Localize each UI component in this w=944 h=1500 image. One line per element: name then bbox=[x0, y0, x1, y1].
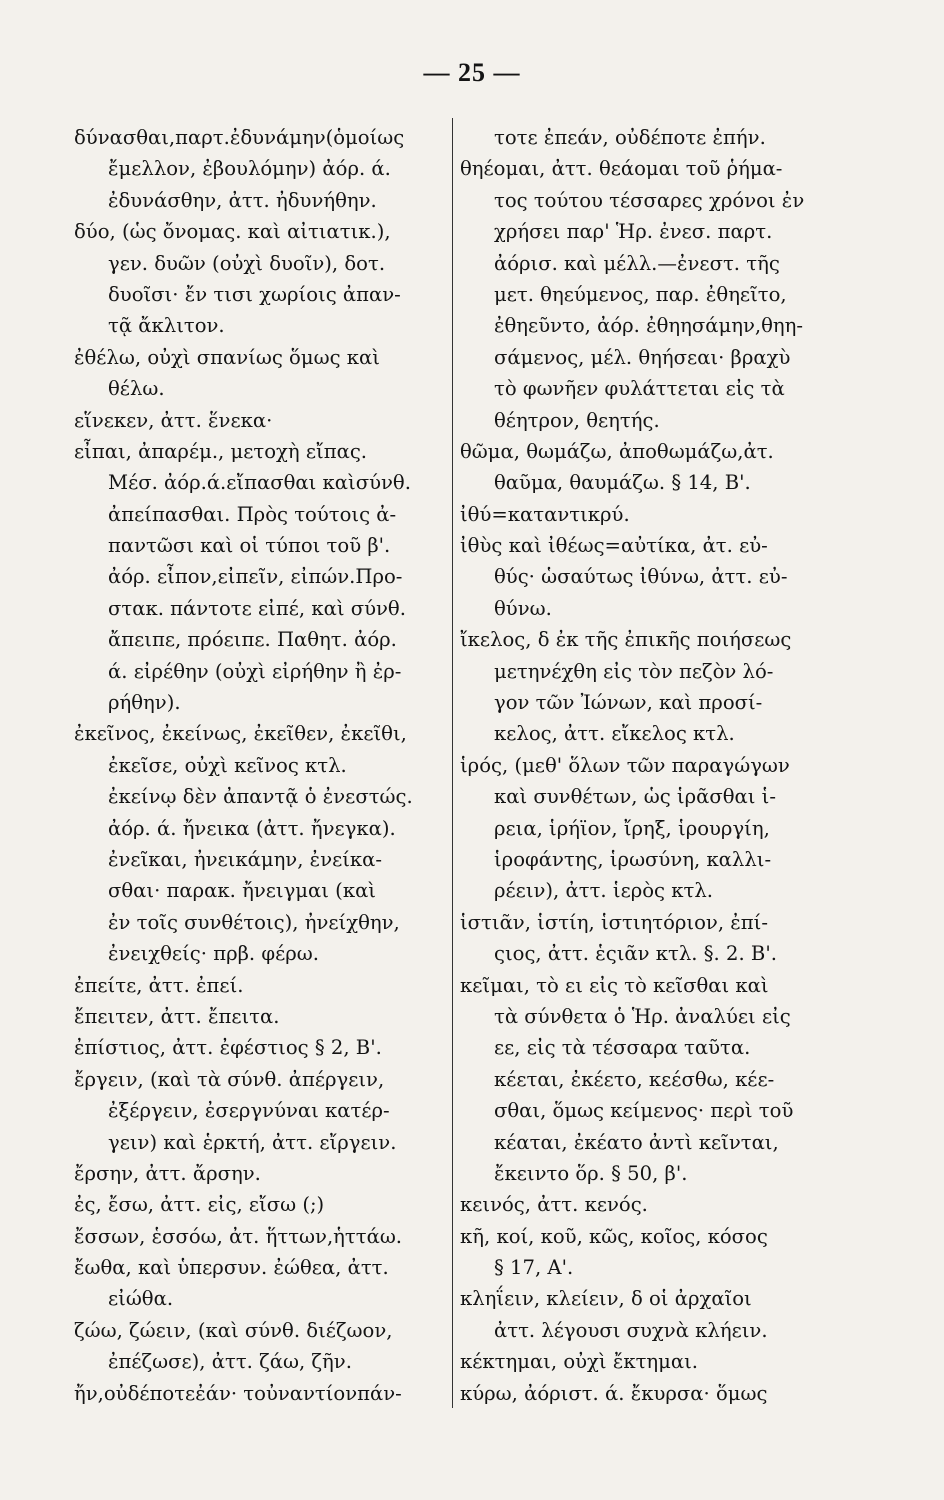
text-line: εἰώθα. bbox=[108, 1287, 174, 1311]
text-line: θύνω. bbox=[494, 596, 552, 620]
text-line: κεῖμαι, τὸ ει εἰς τὸ κεῖσθαι καὶ bbox=[460, 973, 769, 997]
text-line: εε, εἰς τὰ τέσσαρα ταῦτα. bbox=[494, 1036, 751, 1060]
text-line: ἱστιᾶν, ἱστίη, ἱστιητόριον, ἐπί- bbox=[460, 910, 768, 934]
text-line: δυοῖσι· ἔν τισι χωρίοις ἀπαν- bbox=[108, 282, 401, 306]
text-line: ἀόρ. ά. ἤνεικα (ἀττ. ἤνεγκα). bbox=[108, 816, 396, 840]
text-line: ζώω, ζώειν, (καὶ σύνθ. διέζωον, bbox=[74, 1318, 393, 1342]
text-line: σάμενος, μέλ. θηήσεαι· βραχὺ bbox=[494, 345, 791, 369]
text-line: ἱρός, (μεθ' ὅλων τῶν παραγώγων bbox=[460, 753, 790, 777]
text-line: ἐνεῖκαι, ἠνεικάμην, ἐνείκα- bbox=[108, 847, 383, 871]
text-line: ἐδυνάσθην, ἀττ. ἠδυνήθην. bbox=[108, 188, 377, 212]
text-line: γειν) καὶ ἑρκτή, ἀττ. εἴργειν. bbox=[108, 1130, 397, 1154]
text-line: ἔρσην, ἀττ. ἄρσην. bbox=[74, 1161, 261, 1185]
text-line: κέαται, ἐκέατο ἀντὶ κεῖνται, bbox=[494, 1130, 779, 1154]
text-line: ἀόρ. εἶπον,εἰπεῖν, εἰπών.Προ- bbox=[108, 565, 403, 589]
text-line: μετ. θηεύμενος, παρ. ἐθηεῖτο, bbox=[494, 282, 787, 306]
text-line: ἀπείπασθαι. Πρὸς τούτοις ἀ- bbox=[108, 502, 397, 526]
text-line: θέλω. bbox=[108, 377, 165, 401]
text-line: παντῶσι καὶ οἱ τύποι τοῦ β'. bbox=[108, 534, 391, 558]
text-line: θύς· ὡσαύτως ἰθύνω, ἀττ. εὐ- bbox=[494, 565, 788, 589]
text-line: ἐκεῖνος, ἐκείνως, ἐκεῖθεν, ἐκεῖθι, bbox=[74, 722, 407, 746]
text-line: ἐπέζωσε), ἀττ. ζάω, ζῆν. bbox=[108, 1350, 352, 1374]
text-line: μετηνέχθη εἰς τὸν πεζὸν λό- bbox=[494, 659, 774, 683]
text-line: ἐξέργειν, ἐσεργνύναι κατέρ- bbox=[108, 1099, 390, 1123]
text-line: Μέσ. ἀόρ.ά.εἴπασθαι καὶσύνθ. bbox=[108, 471, 411, 495]
text-line: ἔωθα, καὶ ὑπερσυν. ἐώθεα, ἀττ. bbox=[74, 1256, 389, 1280]
text-line: θῶμα, θωμάζω, ἀποθωμάζω,ἀτ. bbox=[460, 439, 774, 463]
text-line: ἐκεῖσε, οὐχὶ κεῖνος κτλ. bbox=[108, 753, 347, 777]
text-line: ἐθηεῦντο, ἀόρ. ἐθηησάμην,θηη- bbox=[494, 314, 804, 338]
page-number: — 25 — bbox=[423, 58, 521, 87]
text-line: ἐς, ἔσω, ἀττ. εἰς, εἴσω (;) bbox=[74, 1193, 325, 1217]
text-line: § 17, Α'. bbox=[494, 1256, 574, 1280]
text-line: τὸ φωνῆεν φυλάττεται εἰς τὰ bbox=[494, 377, 785, 401]
text-line: τος τούτου τέσσαρες χρόνοι ἐν bbox=[494, 188, 805, 212]
text-line: κελος, ἀττ. εἴκελος κτλ. bbox=[494, 722, 735, 746]
text-line: ἐπείτε, ἀττ. ἐπεί. bbox=[74, 973, 244, 997]
text-line: ἱροφάντης, ἱρωσύνη, καλλι- bbox=[494, 847, 772, 871]
text-line: ἔσσων, ἑσσόω, ἀτ. ἥττων,ἡττάω. bbox=[74, 1224, 403, 1248]
text-line: ρήθην). bbox=[108, 691, 181, 715]
text-line: ἐθέλω, οὐχὶ σπανίως ὅμως καὶ bbox=[74, 345, 380, 369]
text-line: δύο, (ὡς ὄνομας. καὶ αἰτιατικ.), bbox=[74, 220, 391, 244]
text-line: ἤν,οὐδέποτεἐάν· τοὐναντίονπάν- bbox=[74, 1381, 402, 1405]
text-line: ἔπειτεν, ἀττ. ἔπειτα. bbox=[74, 1004, 280, 1028]
text-line: ἐπίστιος, ἀττ. ἐφέστιος § 2, Β'. bbox=[74, 1036, 382, 1060]
text-line: στακ. πάντοτε εἰπέ, καὶ σύνθ. bbox=[108, 596, 406, 620]
text-line: θηέομαι, ἀττ. θεάομαι τοῦ ῥήμα- bbox=[460, 157, 783, 181]
text-line: κέεται, ἐκέετο, κεέσθω, κέε- bbox=[494, 1067, 775, 1091]
text-line: κεινός, ἀττ. κενός. bbox=[460, 1193, 648, 1217]
text-line: ἐνειχθείς· πρβ. φέρω. bbox=[108, 942, 319, 966]
text-line: τοτε ἐπεάν, οὐδέποτε ἐπήν. bbox=[494, 126, 766, 149]
text-line: χρήσει παρ' Ἡρ. ἐνεσ. παρτ. bbox=[494, 220, 773, 244]
text-line: ἐν τοῖς συνθέτοις), ἠνείχθην, bbox=[108, 910, 400, 934]
text-line: ἀόρισ. καὶ μέλλ.—ἐνεστ. τῆς bbox=[494, 251, 780, 275]
text-line: γον τῶν Ἰώνων, καὶ προσί- bbox=[494, 691, 763, 715]
text-line: ἴκελος, δ ἐκ τῆς ἐπικῆς ποιήσεως bbox=[460, 628, 792, 652]
left-column bbox=[74, 122, 446, 1409]
text-line: ἔργειν, (καὶ τὰ σύνθ. ἀπέργειν, bbox=[74, 1067, 385, 1091]
text-line: καὶ συνθέτων, ὡς ἱρᾶσθαι ἱ- bbox=[494, 785, 776, 809]
text-line: κληΐειν, κλείειν, δ οἱ ἀρχαῖοι bbox=[460, 1287, 752, 1311]
text-line: ρέειν), ἀττ. ἱερὸς κτλ. bbox=[494, 879, 713, 903]
text-line: θαῦμα, θαυμάζω. § 14, Β'. bbox=[494, 471, 751, 495]
text-line: θέητρον, θεητής. bbox=[494, 408, 660, 432]
text-line: σθαι, ὅμως κείμενος· περὶ τοῦ bbox=[494, 1099, 794, 1123]
text-line: ἀττ. λέγουσι συχνὰ κλήειν. bbox=[494, 1318, 768, 1342]
text-line: κῆ, κοί, κοῦ, κῶς, κοῖος, κόσος bbox=[460, 1224, 768, 1248]
text-line: ἄπειπε, πρόειπε. Παθητ. ἀόρ. bbox=[108, 628, 397, 652]
column-divider bbox=[452, 118, 453, 1408]
text-line: ά. εἰρέθην (οὐχὶ εἰρήθην ἢ ἐρ- bbox=[108, 659, 402, 683]
text-line: ςιος, ἀττ. ἑςιᾶν κτλ. §. 2. Β'. bbox=[494, 942, 777, 966]
text-line: ἐκείνῳ δὲν ἀπαντᾷ ὁ ἐνεστώς. bbox=[108, 785, 413, 809]
text-line: τὰ σύνθετα ὁ Ἡρ. ἀναλύει εἰς bbox=[494, 1004, 791, 1028]
text-line: εἵνεκεν, ἀττ. ἕνεκα· bbox=[74, 408, 273, 432]
text-line: ἰθύ=καταντικρύ. bbox=[460, 502, 630, 526]
text-line: εἶπαι, ἀπαρέμ., μετοχὴ εἴπας. bbox=[74, 439, 368, 463]
text-line: σθαι· παρακ. ἤνειγμαι (καὶ bbox=[108, 879, 376, 903]
text-line: ρεια, ἱρήϊον, ἴρηξ, ἱρουργίη, bbox=[494, 816, 770, 840]
text-line: κέκτημαι, οὐχὶ ἔκτημαι. bbox=[460, 1350, 699, 1374]
right-column bbox=[460, 122, 832, 1409]
text-line: δύνασθαι,παρτ.ἐδυνάμην(ὁμοίως bbox=[74, 126, 405, 149]
text-line: ἰθὺς καὶ ἰθέως=αὐτίκα, ἀτ. εὐ- bbox=[460, 534, 768, 558]
text-line: τᾷ ἄκλιτον. bbox=[108, 314, 225, 338]
text-line: κύρω, ἀόριστ. ά. ἔκυρσα· ὅμως bbox=[460, 1381, 768, 1405]
text-line: γεν. δυῶν (οὐχὶ δυοῖν), δοτ. bbox=[108, 251, 386, 275]
text-line: ἔκειντο ὅρ. § 50, β'. bbox=[494, 1161, 688, 1185]
text-line: ἔμελλον, ἐβουλόμην) ἀόρ. ά. bbox=[108, 157, 391, 181]
